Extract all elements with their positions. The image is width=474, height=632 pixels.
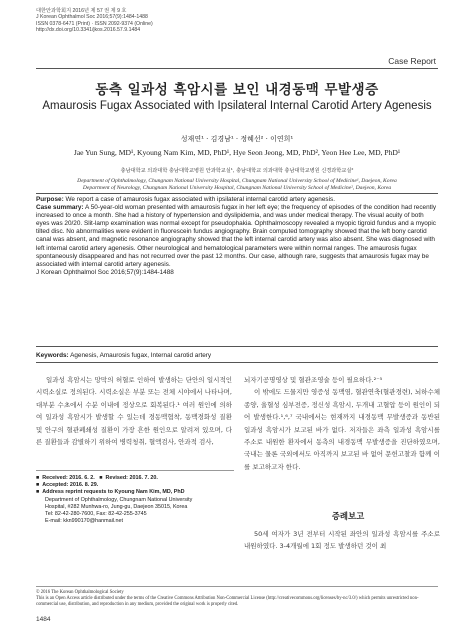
- header-divider: [36, 68, 438, 69]
- keywords-bottom-divider: [36, 362, 438, 363]
- article-type: Case Report: [388, 56, 436, 66]
- title-english: Amaurosis Fugax Associated with Ipsilateral Internal Carotid Artery Agenesis: [42, 100, 432, 112]
- address-line: Department of Ophthalmology, Chungnam National University: [45, 496, 193, 503]
- body-left-column: [36, 374, 232, 448]
- page-number: 1484: [36, 616, 51, 623]
- purpose-label: Purpose:: [36, 196, 64, 203]
- reprint-address-label: Address reprint requests to Kyoung Nam Kim, MD, PhD: [42, 489, 185, 496]
- abstract-citation: J Korean Ophthalmol Soc 2016;57(9):1484-1488: [36, 268, 174, 276]
- email[interactable]: E-mail: kkn990170@hanmail.net: [45, 518, 123, 525]
- journal-header-line: ISSN 0378-6471 (Print) · ISSN 2092-9374 (Online): [36, 20, 153, 27]
- affiliation-line: Department of Ophthalmology, Chungnam National University Hospital, Chungnam National University School of Medicine¹, Daejeon, Korea: [77, 178, 397, 184]
- keywords-top-divider: [36, 346, 438, 347]
- notes-divider: [36, 470, 234, 471]
- accepted-date: Accepted: 2016. 8. 29.: [42, 482, 99, 489]
- case-report-heading: 증례보고: [331, 511, 365, 521]
- keywords-text: Agenesis, Amaurosis fugax, Internal carotid artery: [70, 352, 212, 359]
- keywords-label: Keywords:: [36, 352, 69, 359]
- body-paragraph: 이 밖에도 드물지만 영증성 동맥염, 혈관연축(혈관경련), 뇌하수체 종양, 울혈성 심부전증, 정신성 흑암시, 두개내 고혈압 등이 원인이 되어 발생한다.¹,⁶,⁷ 국내에서는 현재까지 내경동맥 무발생증과 동반된 일과성 흑암시가 보고된 바가 없다. 저자들은 좌측 일과성 흑암시를 주소로 내원한 환자에서 동측의 내경동맥 무발생증을 진단하였으며, 국내는 물론 국외에서도 아직까지 보고된 바 없어 문헌고찰과 함께 이를 보고하고자 한다.: [244, 388, 440, 471]
- case-summary-text: A 50-year-old woman presented with amaurosis fugax in her left eye; the frequency of episodes of the condition had recently increased to once a month. She had a history of hypertension and dyslipidemia, and was under medical therapy. The visual acuity of both eyes was 20/20. Slit-lamp examination was normal except for pseudophakia. Ophthalmoscopy revealed a myopic tigroid fundus and a myopic tilted disc. No abnormalities were evident in fluorescein fundus angiography. Brain computed tomography showed that the left bony carotid canal was absent, and magnetic resonance angiography showed that the left internal carotid artery was also absent. She was diagnosed with left internal carotid artery agenesis. Other neurological and hematological parameters were within normal ranges. The amaurosis fugax spontaneously disappeared and has not recurred over the past 12 months. Our case, although rare, suggests that amaurosis fugax may be associated with internal carotid artery agenesis.: [36, 204, 437, 268]
- bullet-icon: ■: [36, 489, 40, 496]
- purpose-text: We report a case of amaurosis fugax associated with ipsilateral internal carotid artery agenesis.: [65, 196, 335, 203]
- authors-korean: 성재연¹ · 김경남¹ · 정혜선² · 이연희¹: [180, 135, 294, 143]
- address-line: Hospital, #282 Munhwa-ro, Jung-gu, Daejeon 35015, Korea: [45, 503, 188, 510]
- journal-header-line: J Korean Ophthalmol Soc 2016;57(9):1484-1488: [36, 14, 148, 21]
- bullet-icon: ■: [99, 475, 103, 481]
- journal-header: [36, 8, 153, 33]
- abstract: [36, 196, 438, 277]
- body-paragraph: 뇌자기공명영상 및 혈관조영술 등이 필요하다.²⁻⁵: [244, 376, 383, 384]
- footer: [36, 590, 438, 609]
- body-right-column: [244, 374, 440, 473]
- affiliation-korean: 충남대학교 의과대학 충남대학교병원 안과학교실¹, 충남대학교 의과대학 충남대학교병원 신경과학교실²: [120, 168, 354, 174]
- body-paragraph: 일과성 흑암시는 망막의 허혈로 인하여 발생하는 단안의 일시적인 시력소실로 정의된다. 시력소실은 부분 또는 전체 시야에서 나타나며, 대부분 수초에서 수분 이내에 정상으로 회복된다.¹ 여러 원인에 의하여 일과성 흑암시가 발생할 수 있는데 경동맥협착, 동맥경화성 질환 및 안구의 혈관폐쇄성 질환이 가장 흔한 원인으로 알려져 있으며, 다른 질환들과 감별하기 위하여 병력청취, 혈액검사, 안과적 검사,: [36, 376, 232, 447]
- authors-english: Jae Yun Sung, MD¹, Kyoung Nam Kim, MD, PhD¹, Hye Seon Jeong, MD, PhD², Yeon Hee Lee, MD, PhD¹: [73, 148, 401, 157]
- body-paragraph: 50세 여자가 3년 전부터 시작된 좌안의 일과성 흑암시를 주소로 내원하였다. 3-4개월에 1회 정도 발생하던 것이 최: [244, 530, 440, 551]
- title-korean: 동측 일과성 흑암시를 보인 내경동맥 무발생증: [95, 82, 379, 98]
- article-notes: [36, 475, 236, 525]
- case-summary-label: Case summary:: [36, 204, 84, 212]
- phone-fax: Tel: 82-42-280-7600, Fax: 82-42-255-3745: [45, 511, 147, 518]
- license-text: This is an Open Access article distributed under the terms of the Creative Commons Attribution Non-Commercial License (http://creativecommons.org/licenses/by-nc/3.0/) which permits unrestricted non-commercial use, distribution, and reproduction in any medium, provided the original work is properly cited.: [36, 596, 419, 608]
- abstract-top-divider: [36, 193, 438, 194]
- affiliation-line: Department of Neurology, Chungnam National University Hospital, Chungnam National University School of Medicine², Daejeon, Korea: [82, 185, 392, 191]
- copyright: © 2016 The Korean Ophthalmological Society: [36, 590, 124, 595]
- bullet-icon: ■: [36, 482, 40, 489]
- received-date: Received: 2016. 6. 2.: [42, 475, 95, 481]
- bullet-icon: ■: [36, 475, 40, 481]
- footer-divider: [36, 586, 438, 587]
- journal-doi[interactable]: http://dx.doi.org/10.3341/jkos.2016.57.9.1484: [36, 26, 141, 33]
- journal-header-line: 대한안과학회지 2016년 제 57 권 제 9 호: [36, 8, 127, 14]
- affiliation-english: [30, 178, 444, 192]
- revised-date: Revised: 2016. 7. 20.: [105, 475, 158, 481]
- keywords: [36, 352, 438, 359]
- case-report-text: [244, 528, 440, 553]
